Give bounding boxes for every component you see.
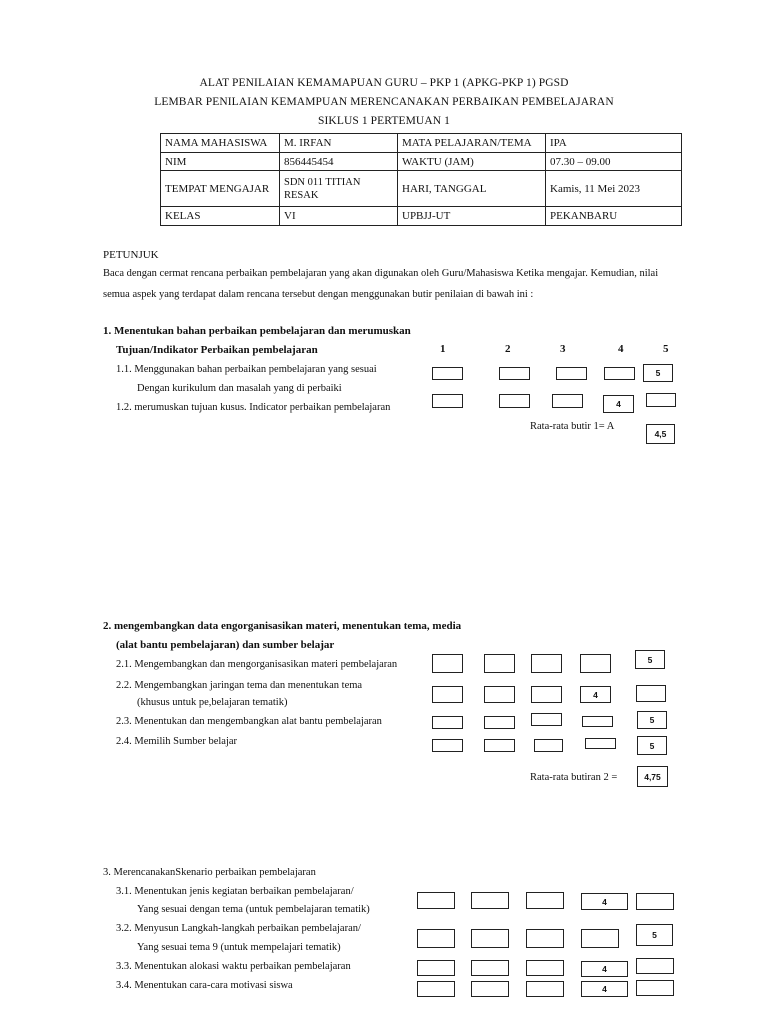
item-2-2-cont: (khusus untuk pe,belajaran tematik) <box>137 697 288 708</box>
score-box-3-3-col1[interactable] <box>417 960 455 976</box>
item-1-1: 1.1. Menggunakan bahan perbaikan pembelajaran yang sesuai <box>116 364 377 375</box>
section2-average-label: Rata-rata butiran 2 = <box>530 772 618 783</box>
score-box-2-1-col4[interactable] <box>580 654 611 673</box>
score-box-2-4-col2[interactable] <box>484 739 515 752</box>
score-box-1-1-col5[interactable]: 5 <box>643 364 673 382</box>
score-box-2-3-col3[interactable] <box>531 713 562 726</box>
score-box-2-4-col4[interactable] <box>585 738 616 749</box>
score-box-3-2-col3[interactable] <box>526 929 564 948</box>
score-box-1-2-col1[interactable] <box>432 394 463 408</box>
score-box-2-4-col1[interactable] <box>432 739 463 752</box>
score-box-3-4-col4[interactable]: 4 <box>581 981 628 997</box>
score-box-2-3-col2[interactable] <box>484 716 515 729</box>
score-box-1-2-col5[interactable] <box>646 393 676 407</box>
score-box-2-3-col1[interactable] <box>432 716 463 729</box>
score-box-2-2-col3[interactable] <box>531 686 562 703</box>
form-title: ALAT PENILAIAN KEMAMAPUAN GURU – PKP 1 (APKG-PKP 1) PGSD <box>199 77 569 89</box>
item-3-3: 3.3. Menentukan alokasi waktu perbaikan pembelajaran <box>116 961 351 972</box>
score-box-3-3-col2[interactable] <box>471 960 509 976</box>
score-box-3-1-col2[interactable] <box>471 892 509 909</box>
column-header-4: 4 <box>618 343 624 355</box>
section1-subtitle: Tujuan/Indikator Perbaikan pembelajaran <box>116 344 318 356</box>
score-box-3-3-col5[interactable] <box>636 958 674 974</box>
petunjuk-line-1: Baca dengan cermat rencana perbaikan pembelajaran yang akan digunakan oleh Guru/Mahasiswa Ketika mengajar. Kemudian, nilai <box>103 268 659 279</box>
value-kelas: VI <box>280 207 398 226</box>
score-box-2-1-col5[interactable]: 5 <box>635 650 665 669</box>
form-cycle: SIKLUS 1 PERTEMUAN 1 <box>318 115 450 127</box>
score-box-3-1-col1[interactable] <box>417 892 455 909</box>
score-box-2-2-col4[interactable]: 4 <box>580 686 611 703</box>
score-box-3-2-col1[interactable] <box>417 929 455 948</box>
column-header-3: 3 <box>560 343 566 355</box>
section1-average-value: 4,5 <box>646 424 675 444</box>
score-box-2-2-col1[interactable] <box>432 686 463 703</box>
score-box-2-3-col4[interactable] <box>582 716 613 727</box>
score-box-1-1-col4[interactable] <box>604 367 635 380</box>
item-3-4: 3.4. Menentukan cara-cara motivasi siswa <box>116 980 293 991</box>
label-hari: HARI, TANGGAL <box>398 171 546 207</box>
value-mapel: IPA <box>546 134 682 153</box>
item-3-1: 3.1. Menentukan jenis kegiatan berbaikan pembelajaran/ <box>116 886 354 897</box>
section2-average-value: 4,75 <box>637 766 668 787</box>
score-box-2-1-col3[interactable] <box>531 654 562 673</box>
label-nim: NIM <box>161 153 280 171</box>
score-box-3-2-col4[interactable] <box>581 929 619 948</box>
score-box-2-2-col2[interactable] <box>484 686 515 703</box>
section3-title: 3. MerencanakanSkenario perbaikan pembelajaran <box>103 867 316 878</box>
value-tempat: SDN 011 TITIAN RESAK <box>280 171 398 207</box>
score-box-3-1-col4[interactable]: 4 <box>581 893 628 910</box>
score-box-1-2-col2[interactable] <box>499 394 530 408</box>
item-2-4: 2.4. Memilih Sumber belajar <box>116 736 238 747</box>
score-box-1-1-col2[interactable] <box>499 367 530 380</box>
item-3-1-cont: Yang sesuai dengan tema (untuk pembelajaran tematik) <box>137 904 370 915</box>
column-header-1: 1 <box>440 343 446 355</box>
label-tempat: TEMPAT MENGAJAR <box>161 171 280 207</box>
item-3-2-cont: Yang sesuai tema 9 (untuk mempelajari tematik) <box>137 942 341 953</box>
value-hari: Kamis, 11 Mei 2023 <box>546 171 682 207</box>
column-header-2: 2 <box>505 343 511 355</box>
label-kelas: KELAS <box>161 207 280 226</box>
score-box-3-3-col4[interactable]: 4 <box>581 961 628 977</box>
score-box-3-1-col5[interactable] <box>636 893 674 910</box>
section1-title: 1. Menentukan bahan perbaikan pembelajaran dan merumuskan <box>103 325 411 337</box>
petunjuk-title: PETUNJUK <box>103 249 159 261</box>
score-box-2-1-col2[interactable] <box>484 654 515 673</box>
score-box-3-3-col3[interactable] <box>526 960 564 976</box>
score-box-1-1-col3[interactable] <box>556 367 587 380</box>
value-waktu: 07.30 – 09.00 <box>546 153 682 171</box>
score-box-3-2-col5[interactable]: 5 <box>636 924 673 946</box>
column-header-5: 5 <box>663 343 669 355</box>
score-box-3-4-col2[interactable] <box>471 981 509 997</box>
label-upbjj: UPBJJ-UT <box>398 207 546 226</box>
form-subtitle: LEMBAR PENILAIAN KEMAMPUAN MERENCANAKAN PERBAIKAN PEMBELAJARAN <box>154 96 614 108</box>
item-1-2: 1.2. merumuskan tujuan kusus. Indicator perbaikan pembelajaran <box>116 402 391 413</box>
section1-average-label: Rata-rata butir 1= A <box>530 421 615 432</box>
score-box-3-4-col5[interactable] <box>636 980 674 996</box>
score-box-1-2-col3[interactable] <box>552 394 583 408</box>
score-box-1-1-col1[interactable] <box>432 367 463 380</box>
score-box-3-1-col3[interactable] <box>526 892 564 909</box>
score-box-2-2-col5[interactable] <box>636 685 666 702</box>
label-waktu: WAKTU (JAM) <box>398 153 546 171</box>
score-box-3-4-col3[interactable] <box>526 981 564 997</box>
score-box-2-4-col3[interactable] <box>534 739 563 752</box>
section2-title: 2. mengembangkan data engorganisasikan materi, menentukan tema, media <box>103 620 462 632</box>
value-nim: 856445454 <box>280 153 398 171</box>
score-box-2-4-col5[interactable]: 5 <box>637 736 667 755</box>
item-2-2: 2.2. Mengembangkan jaringan tema dan menentukan tema <box>116 680 363 691</box>
item-1-1-cont: Dengan kurikulum dan masalah yang di perbaiki <box>137 383 342 394</box>
item-2-3: 2.3. Menentukan dan mengembangkan alat bantu pembelajaran <box>116 716 382 727</box>
label-mapel: MATA PELAJARAN/TEMA <box>398 134 546 153</box>
info-table <box>160 133 682 226</box>
petunjuk-line-2: semua aspek yang terdapat dalam rencana tersebut dengan menggunakan butir penilaian di bawah ini : <box>103 289 534 300</box>
value-nama: M. IRFAN <box>280 134 398 153</box>
item-3-2: 3.2. Menyusun Langkah-langkah perbaikan pembelajaran/ <box>116 923 361 934</box>
section2-subtitle: (alat bantu pembelajaran) dan sumber belajar <box>116 639 335 651</box>
score-box-2-1-col1[interactable] <box>432 654 463 673</box>
score-box-3-2-col2[interactable] <box>471 929 509 948</box>
score-box-2-3-col5[interactable]: 5 <box>637 711 667 729</box>
score-box-1-2-col4[interactable]: 4 <box>603 395 634 413</box>
item-2-1: 2.1. Mengembangkan dan mengorganisasikan materi pembelajaran <box>116 659 398 670</box>
label-nama: NAMA MAHASISWA <box>161 134 280 153</box>
score-box-3-4-col1[interactable] <box>417 981 455 997</box>
value-upbjj: PEKANBARU <box>546 207 682 226</box>
